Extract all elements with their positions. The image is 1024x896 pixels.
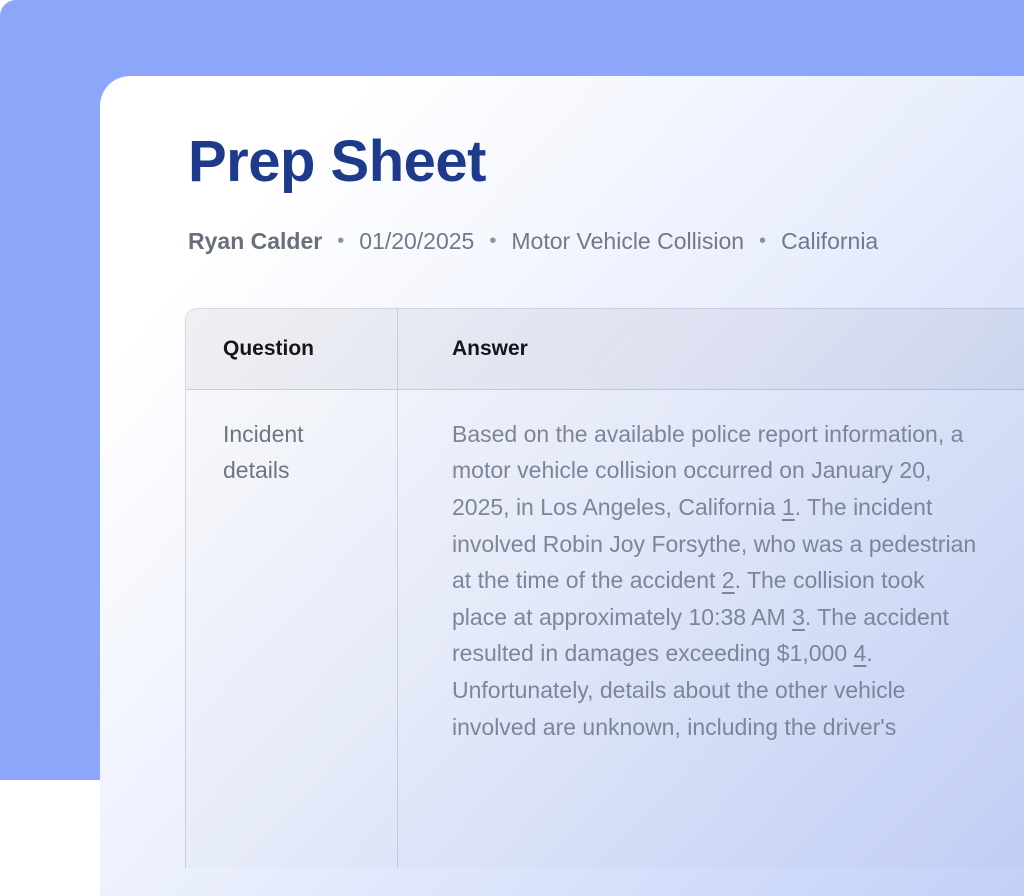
table-row: [186, 390, 1024, 869]
column-header-answer: Answer: [397, 309, 1024, 389]
citation-link[interactable]: 4: [853, 640, 867, 667]
answer-cell: [397, 390, 1024, 869]
answer-text: Based on the available police report information, a motor vehicle collision occurred on January 20, 2025, in Los Angeles, California 1. The incident involved Robin Joy Forsythe, who was a pedestrian at the time of the accident 2. The collision took place at approximately 10:38 AM 3. The accident resulted in damages exceeding $1,000 4. Unfortunately, details about the other vehicle involved are unknown, including the driver's: [452, 420, 977, 740]
qa-table: [185, 308, 1024, 868]
dot-separator-icon: •: [489, 229, 497, 252]
meta-case-type: Motor Vehicle Collision: [511, 227, 745, 254]
citation-link[interactable]: 3: [792, 603, 805, 630]
table-header-row: [186, 309, 1024, 390]
author-name: Ryan Calder: [188, 227, 323, 254]
citation-link[interactable]: 2: [721, 567, 735, 594]
dot-separator-icon: •: [337, 229, 345, 252]
meta-date: 01/20/2025: [359, 227, 475, 254]
citation-link[interactable]: 1: [781, 493, 795, 520]
prep-sheet-card: [100, 76, 1024, 896]
meta-state: California: [781, 227, 879, 254]
page-title: Prep Sheet: [188, 129, 486, 194]
byline: [188, 226, 1024, 256]
question-cell: Incident details: [223, 420, 304, 484]
column-header-question: Question: [223, 336, 315, 360]
dot-separator-icon: •: [759, 229, 767, 252]
